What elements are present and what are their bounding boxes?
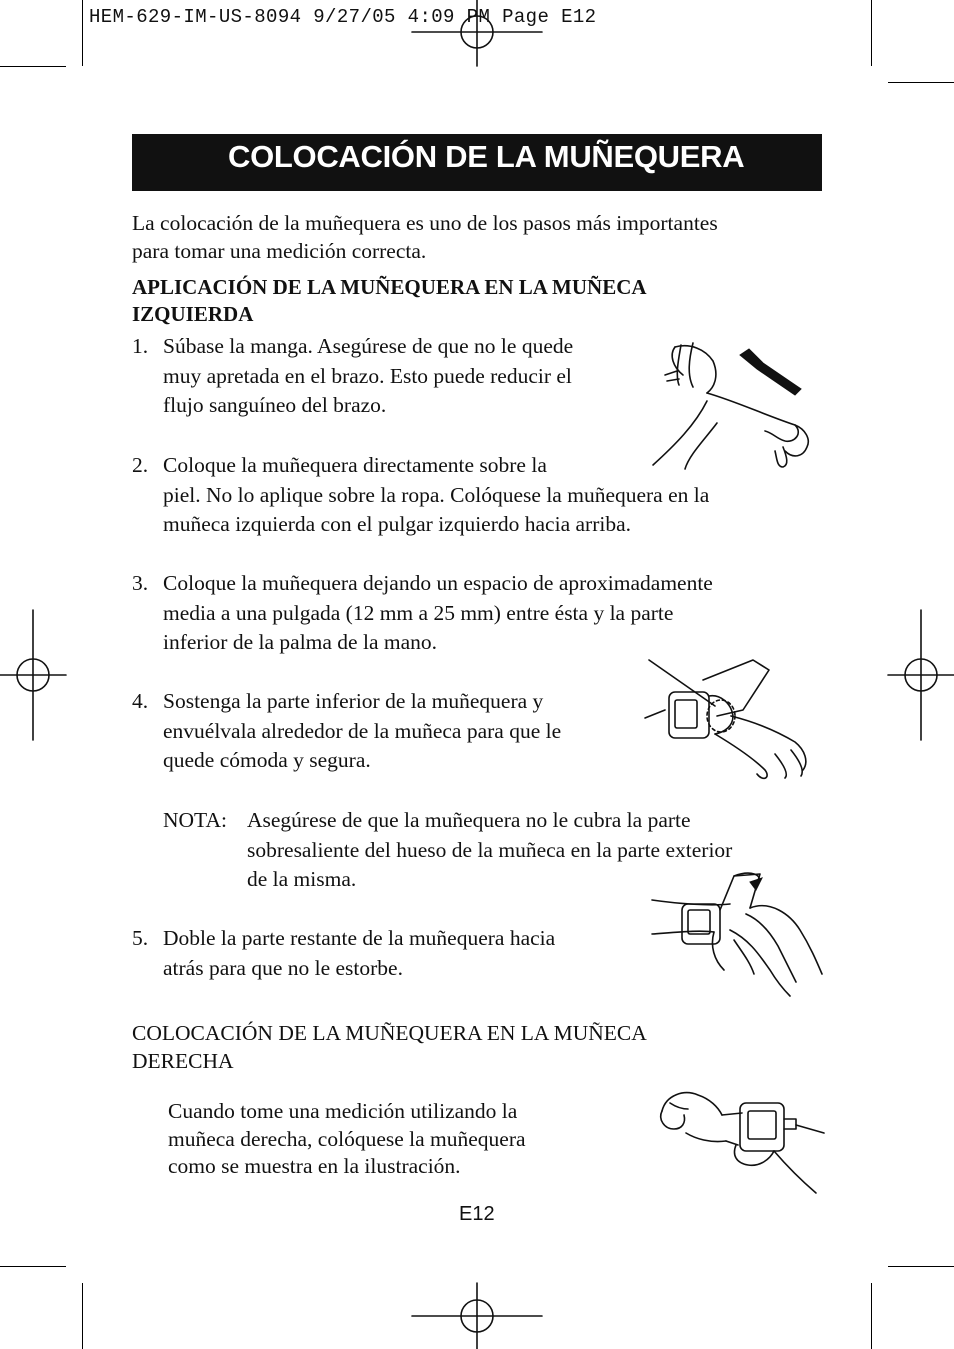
heading-line: COLOCACIÓN DE LA MUÑEQUERA EN LA MUÑECA (132, 1021, 647, 1045)
step-line: muñeca izquierda con el pulgar izquierdo hacia arriba. (163, 512, 631, 536)
step-1-text (163, 332, 573, 421)
step-line: envuélvala alrededor de la muñeca para que le (163, 718, 562, 743)
sleeve-up-arm-illustration (645, 335, 820, 475)
right-wrist-heading (132, 1019, 832, 1075)
note-label: NOTA: (163, 808, 227, 832)
step-number: 5. (132, 926, 149, 950)
step-line: Súbase la manga. Asegúrese de que no le quede (163, 334, 574, 358)
cuff-on-wrist-illustration (645, 660, 820, 790)
heading-line: APLICACIÓN DE LA MUÑEQUERA EN LA MUÑECA (132, 275, 647, 299)
step-2-text (163, 451, 709, 540)
intro-line: para tomar una medición correcta. (132, 239, 427, 263)
step-line: inferior de la palma de la mano. (163, 630, 438, 654)
step-line: Sostenga la parte inferior de la muñequera y (163, 689, 544, 713)
step-line: Doble la parte restante de la muñequera hacia (163, 926, 556, 950)
print-slug-line: HEM-629-IM-US-8094 9/27/05 4:09 PM Page E12 (89, 6, 597, 28)
step-number: 4. (132, 689, 149, 713)
fold-cuff-illustration (650, 870, 825, 1000)
step-5-text (163, 924, 555, 983)
step-line: Coloque la muñequera directamente sobre la (163, 453, 547, 477)
step-line: Coloque la muñequera dejando un espacio de aproximadamente (163, 571, 713, 595)
registration-mark-right (888, 610, 954, 740)
step-3-text (163, 569, 713, 658)
note-line: sobresaliente del hueso de la muñeca en la parte exterior (247, 837, 733, 862)
step-line: atrás para que no le estorbe. (163, 955, 403, 980)
text-line: Cuando tome una medición utilizando la (168, 1099, 518, 1123)
registration-mark-bottom (412, 1283, 542, 1349)
step-number: 3. (132, 571, 149, 595)
note-line: de la misma. (247, 867, 357, 891)
registration-mark-top (412, 0, 542, 66)
page-number: E12 (459, 1203, 495, 1225)
step-number: 2. (132, 453, 149, 477)
note-line: Asegúrese de que la muñequera no le cubra la parte (247, 808, 691, 832)
right-wrist-illustration (656, 1085, 826, 1200)
step-line: muy apretada en el brazo. Esto puede reducir el (163, 363, 572, 388)
right-wrist-text (168, 1098, 526, 1181)
step-number: 1. (132, 334, 149, 358)
step-line: flujo sanguíneo del brazo. (163, 393, 387, 417)
text-line: muñeca derecha, colóquese la muñequera (168, 1126, 526, 1151)
title-banner (132, 134, 822, 191)
heading-line: DERECHA (132, 1049, 234, 1073)
step-line: media a una pulgada (12 mm a 25 mm) entre ésta y la parte (163, 600, 674, 625)
left-wrist-heading (132, 274, 832, 328)
step-line: piel. No lo aplique sobre la ropa. Colóquese la muñequera en la (163, 482, 710, 507)
heading-line: IZQUIERDA (132, 302, 254, 326)
intro-paragraph (132, 209, 832, 265)
text-line: como se muestra en la ilustración. (168, 1154, 461, 1178)
step-4-text (163, 687, 561, 776)
step-line: quede cómoda y segura. (163, 748, 371, 772)
registration-mark-left (0, 610, 66, 740)
intro-line: La colocación de la muñequera es uno de los pasos más importantes (132, 211, 718, 235)
page-title: COLOCACIÓN DE LA MUÑEQUERA (228, 139, 745, 174)
